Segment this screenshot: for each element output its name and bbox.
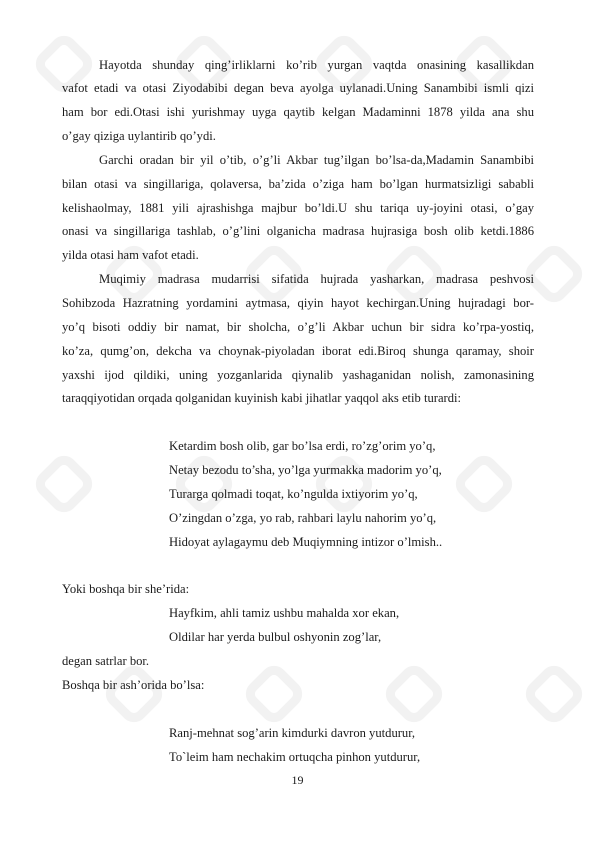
verse-line: Ketardim bosh olib, gar bo’lsa erdi, ro’zg’orim yo’q, <box>169 439 436 453</box>
verse-line: Turarga qolmadi toqat, ko’ngulda ixtiyorim yo’q, <box>169 487 418 501</box>
paragraph-line: ko’za, qumg’on, dekcha va choynak-piyoladan iborat edi.Biroq shunga qaramay, shoir <box>62 344 534 358</box>
paragraph-line: yo’q bisoti oddiy bir namat, bir sholcha, o’g’li Akbar uchun bir sidra ko’rpa-yostiq, <box>62 320 534 334</box>
watermark-shape <box>380 660 448 728</box>
paragraph-line: Garchi oradan bir yil o’tib, o’g’li Akbar tug’ilgan bo’lsa-da,Madamin Sanambibi <box>99 153 534 167</box>
paragraph-line: Muqimiy madrasa mudarrisi sifatida hujrada yasharkan, madrasa peshvosi <box>99 272 534 286</box>
paragraph-line: bilan otasi va singillariga, qolaversa, ba’zida o’ziga ham bo’lgan hurmatsizligi sababli <box>62 177 534 191</box>
verse-line: Ranj-mehnat sog’arin kimdurki davron yutdurur, <box>169 726 416 740</box>
verse-line: Hayfkim, ahli tamiz ushbu mahalda xor ekan, <box>169 606 400 620</box>
paragraph-line: yilda otasi ham vafot etadi. <box>62 248 199 262</box>
paragraph-line: vafot etadi va otasi Ziyodabibi degan beva ayolga uylanadi.Uning Sanambibi ismli qizi <box>62 81 534 95</box>
intro-line: Boshqa bir ash’orida bo’lsa: <box>62 678 205 692</box>
page-number: 19 <box>291 773 304 787</box>
intro-line: Yoki boshqa bir she’rida: <box>62 582 190 596</box>
paragraph-line: ham bor edi.Otasi ishi yurishmay uyga qaytib kelgan Madaminni 1878 yilda ana shu <box>62 105 534 119</box>
paragraph-line: Hayotda shunday qing’irliklarni ko’rib yurgan vaqtda onasining kasallikdan <box>99 58 534 72</box>
watermark-shape <box>310 450 378 518</box>
paragraph-line: kelishaolmay, 1881 yili ajrashishga majbur bo’ldi.U shu tariqa uy-joyini otasi, o’gay <box>62 201 534 215</box>
watermark-shape <box>520 660 588 728</box>
watermark-shape <box>30 450 98 518</box>
paragraph-line: taraqqiyotidan orqada qolganidan kuyinish kabi jihatlar yaqqol aks etib turardi: <box>62 391 462 405</box>
verse-line: Oldilar har yerda bulbul oshyonin zog’lar, <box>169 630 382 644</box>
watermark-shape <box>100 660 168 728</box>
watermark-shape <box>450 450 518 518</box>
verse-line: Hidoyat aylagaymu deb Muqiymning intizor o’lmish.. <box>169 535 443 549</box>
watermark-shape <box>170 450 238 518</box>
verse-line: Netay bezodu to’sha, yo’lga yurmakka madorim yo’q, <box>169 463 442 477</box>
verse-line: To`leim ham nechakim ortuqcha pinhon yutdurur, <box>169 750 421 764</box>
paragraph-line: o’gay qiziga uylantirib qo’ydi. <box>62 129 216 143</box>
paragraph-line: yaxshi ijod qildiki, uning yozganlarida qiynalib yashaganidan nolish, zamonasining <box>62 368 534 382</box>
watermark-shape <box>240 660 308 728</box>
verse-line: O’zingdan o’zga, yo rab, rahbari laylu nahorim yo’q, <box>169 511 437 525</box>
paragraph-line: onasi va singillariga tashlab, o’g’lini olganicha madrasa hujrasiga bosh olib ketdi.1886 <box>62 224 534 238</box>
closing-line: degan satrlar bor. <box>62 654 150 668</box>
paragraph-line: Sohibzoda Hazratning yordamini aytmasa, qiyin hayot kechirgan.Uning hujradagi bor- <box>62 296 534 310</box>
